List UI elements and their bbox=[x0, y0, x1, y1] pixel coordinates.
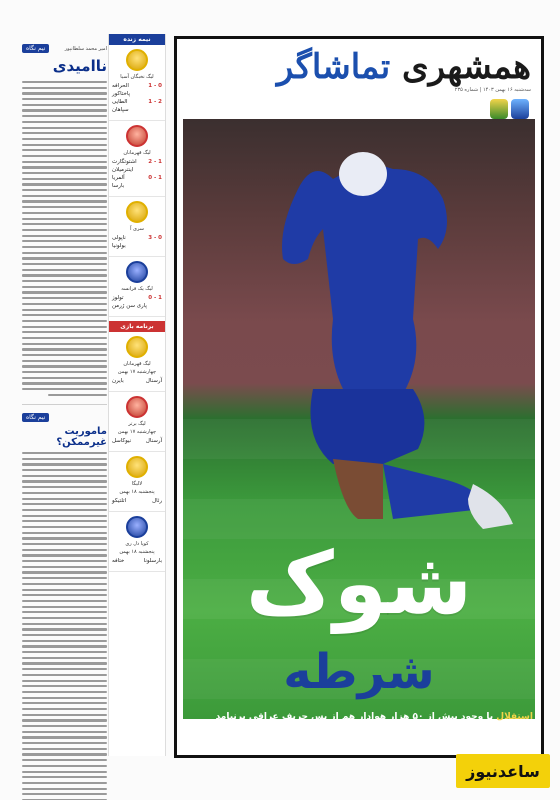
match-row: بارسا bbox=[112, 183, 125, 189]
competition-name: لیگ یک فرانسه bbox=[121, 286, 153, 292]
results-header: نیمه زنده bbox=[109, 34, 165, 45]
match-day: پنجشنبه ۱۸ بهمن bbox=[119, 549, 155, 555]
competition-name: کوپا دل ری bbox=[125, 541, 149, 547]
competition-logo-icon bbox=[126, 516, 148, 538]
match-day: چهارشنبه ۱۷ بهمن bbox=[117, 429, 157, 435]
left-text-column bbox=[22, 44, 107, 758]
match-row: بایرن آرسنال bbox=[112, 378, 162, 384]
competition-logo-icon bbox=[126, 336, 148, 358]
match-row: الطایی 1 - 2 bbox=[112, 99, 162, 105]
competition-logo-icon bbox=[126, 49, 148, 71]
front-cover bbox=[174, 36, 544, 758]
column-headline: ناامیدی bbox=[52, 57, 107, 75]
result-block bbox=[109, 197, 165, 257]
program-block bbox=[109, 452, 165, 512]
main-headline: شوک bbox=[245, 534, 473, 634]
left-tag-row-2 bbox=[22, 413, 107, 422]
team-badges bbox=[490, 99, 529, 119]
match-row: الحرافه 1 - 0 bbox=[112, 83, 162, 89]
left-tag-row bbox=[22, 44, 107, 53]
program-header: برنامه بازی bbox=[109, 321, 165, 332]
match-row: پاری سن ژرمن bbox=[112, 303, 147, 309]
match-row: نیوکاسل آرسنال bbox=[112, 438, 162, 444]
competition-logo-icon bbox=[126, 261, 148, 283]
result-block bbox=[109, 257, 165, 317]
program-block bbox=[109, 332, 165, 392]
column-headline-2: ماموریت غیرممکن؟ bbox=[56, 426, 107, 448]
program-block bbox=[109, 392, 165, 452]
saednews-logo: ساعدنیوز bbox=[456, 754, 550, 788]
sub-headline: شرطه bbox=[283, 644, 435, 700]
team-logo-icon bbox=[511, 99, 529, 119]
match-row: آلمریا 0 - 1 bbox=[112, 175, 162, 181]
match-row: پاختاکور bbox=[112, 91, 131, 97]
match-row: اینترمیلان bbox=[112, 167, 134, 173]
section-tag-2: نیم نگاه bbox=[22, 413, 49, 422]
competition-name: لیگ قهرمانان bbox=[123, 361, 151, 367]
strapline: استقلال با وجود بیش از ۵۰ هزار هوادار هم از پس حریف عراقی برنیامد تا در آستانه حذف از لیگ نخبگان آسیا قرار بگیرد bbox=[215, 712, 533, 736]
cover-photo bbox=[183, 119, 535, 719]
article-body-1 bbox=[22, 81, 107, 396]
competition-name: لیگ قهرمانان bbox=[123, 150, 151, 156]
match-row: تولوز 0 - 1 bbox=[112, 295, 162, 301]
author-name: امیر محمد سلطانپور bbox=[64, 45, 107, 52]
section-tag: نیم نگاه bbox=[22, 44, 49, 53]
scores-column bbox=[108, 34, 166, 756]
competition-name: لیگ برتر bbox=[128, 421, 146, 427]
competition-name: لیگ نخبگان آسیا bbox=[120, 74, 154, 80]
newspaper-title: همشهری تماشاگر bbox=[276, 47, 531, 87]
competition-name: سری آ bbox=[130, 226, 144, 232]
competition-logo-icon bbox=[126, 125, 148, 147]
competition-logo-icon bbox=[126, 456, 148, 478]
competition-logo-icon bbox=[126, 201, 148, 223]
match-row: سپاهان bbox=[112, 107, 129, 113]
match-row: اتلتیکو رئال bbox=[112, 498, 162, 504]
match-row: ختافه بارسلونا bbox=[112, 558, 162, 564]
match-row: اشتوتگارت 2 - 1 bbox=[112, 159, 162, 165]
strap-highlight: استقلال bbox=[496, 712, 533, 722]
result-block bbox=[109, 121, 165, 197]
match-day: چهارشنبه ۱۷ بهمن bbox=[117, 369, 157, 375]
column-divider bbox=[22, 404, 107, 405]
article-body-2 bbox=[22, 452, 107, 800]
team-logo-icon bbox=[490, 99, 508, 119]
competition-name: لالیگا bbox=[131, 481, 143, 487]
result-block bbox=[109, 45, 165, 121]
program-block bbox=[109, 512, 165, 572]
kneeling-player-illustration bbox=[183, 119, 535, 539]
match-day: پنجشنبه ۱۸ بهمن bbox=[119, 489, 155, 495]
competition-logo-icon bbox=[126, 396, 148, 418]
match-row: ناپولی 3 - 0 bbox=[112, 235, 162, 241]
match-row: بولونیا bbox=[112, 243, 126, 249]
issue-date: سه‌شنبه ۱۶ بهمن ۱۴۰۳ | شماره ۲۳۵ bbox=[454, 87, 531, 93]
masthead bbox=[177, 39, 541, 111]
